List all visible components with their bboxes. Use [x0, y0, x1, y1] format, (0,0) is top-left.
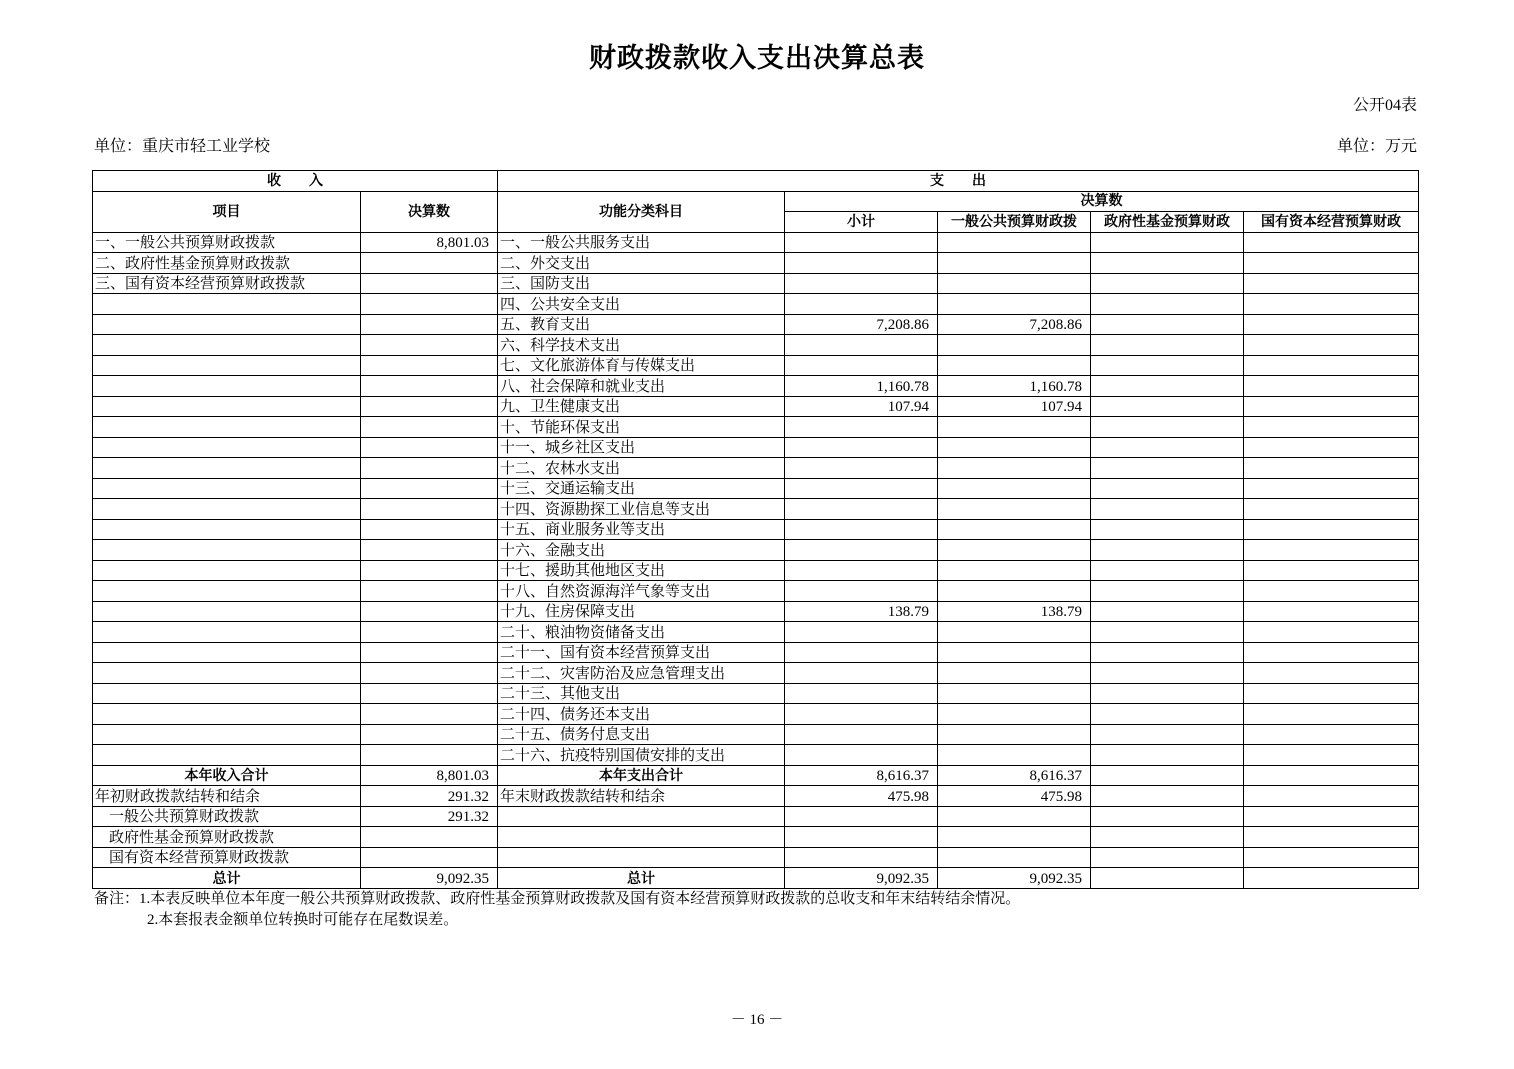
- carry-in-general-value: 291.32: [361, 806, 498, 827]
- expense-state-capital: [1244, 642, 1419, 663]
- income-amount: [361, 683, 498, 704]
- income-amount: [361, 745, 498, 766]
- expense-general: [938, 683, 1091, 704]
- income-amount: [361, 437, 498, 458]
- expense-subtotal: [785, 560, 938, 581]
- grand-expense-label: 总计: [498, 868, 785, 889]
- expense-general: [938, 294, 1091, 315]
- expense-state-capital: [1244, 560, 1419, 581]
- amount-group-header: 决算数: [785, 191, 1419, 212]
- table-row: [93, 294, 1419, 315]
- expense-gov-fund: [1091, 437, 1244, 458]
- header-row-1: [93, 171, 1419, 192]
- expense-state-capital: [1244, 232, 1419, 253]
- table-row: [93, 253, 1419, 274]
- carry-in-label: 年初财政拨款结转和结余: [93, 786, 361, 807]
- income-item: [93, 376, 361, 397]
- carry-out-gov: [1091, 786, 1244, 807]
- expense-gov-fund: [1091, 560, 1244, 581]
- expense-total-state: [1244, 765, 1419, 786]
- table-row: [93, 560, 1419, 581]
- amount-header: 决算数: [361, 191, 498, 232]
- expense-subtotal: [785, 232, 938, 253]
- income-item: [93, 314, 361, 335]
- expense-gov-fund: [1091, 540, 1244, 561]
- expense-general: 107.94: [938, 396, 1091, 417]
- expense-gov-fund: [1091, 601, 1244, 622]
- expense-item: 十五、商业服务业等支出: [498, 519, 785, 540]
- carry-out-label: 年末财政拨款结转和结余: [498, 786, 785, 807]
- expense-state-capital: [1244, 314, 1419, 335]
- expense-general: [938, 745, 1091, 766]
- income-item: [93, 417, 361, 438]
- general-header: 一般公共预算财政拨: [938, 212, 1091, 233]
- notes: [94, 889, 1020, 931]
- expense-item: 二十五、债务付息支出: [498, 724, 785, 745]
- income-item: [93, 704, 361, 725]
- expense-item: 二十二、灾害防治及应急管理支出: [498, 663, 785, 684]
- income-amount: [361, 540, 498, 561]
- income-item: 二、政府性基金预算财政拨款: [93, 253, 361, 274]
- table-row: [93, 437, 1419, 458]
- expense-gov-fund: [1091, 355, 1244, 376]
- expense-state-capital: [1244, 724, 1419, 745]
- expense-item: 四、公共安全支出: [498, 294, 785, 315]
- income-header: 收 入: [93, 171, 498, 192]
- expense-gov-fund: [1091, 581, 1244, 602]
- note-line-2: 2.本套报表金额单位转换时可能存在尾数误差。: [147, 912, 459, 928]
- expense-general: [938, 273, 1091, 294]
- expense-item: 十九、住房保障支出: [498, 601, 785, 622]
- income-total-label: 本年收入合计: [93, 765, 361, 786]
- func-class-header: 功能分类科目: [498, 191, 785, 232]
- income-amount: [361, 253, 498, 274]
- expense-gov-fund: [1091, 314, 1244, 335]
- income-item: [93, 355, 361, 376]
- carry-in-general-row: [93, 806, 1419, 827]
- table-row: [93, 376, 1419, 397]
- expense-gov-fund: [1091, 273, 1244, 294]
- income-total-row: [93, 765, 1419, 786]
- expense-general: [938, 622, 1091, 643]
- income-amount: [361, 663, 498, 684]
- table-row: [93, 601, 1419, 622]
- expense-item: 八、社会保障和就业支出: [498, 376, 785, 397]
- expense-gov-fund: [1091, 745, 1244, 766]
- expense-item: 二、外交支出: [498, 253, 785, 274]
- page-title: 财政拨款收入支出决算总表: [589, 43, 925, 74]
- expense-subtotal: [785, 745, 938, 766]
- expense-subtotal: [785, 622, 938, 643]
- income-item: [93, 335, 361, 356]
- carry-in-state-row: [93, 847, 1419, 868]
- table-row: [93, 724, 1419, 745]
- header-row-2: [93, 191, 1419, 212]
- income-item: [93, 601, 361, 622]
- table-row: [93, 335, 1419, 356]
- carry-out-state: [1244, 786, 1419, 807]
- expense-general: [938, 437, 1091, 458]
- expense-state-capital: [1244, 704, 1419, 725]
- expense-subtotal: 138.79: [785, 601, 938, 622]
- subtotal-header: 小计: [785, 212, 938, 233]
- income-item: [93, 458, 361, 479]
- form-number: 公开04表: [1352, 97, 1417, 114]
- expense-gov-fund: [1091, 458, 1244, 479]
- expense-gov-fund: [1091, 622, 1244, 643]
- carry-in-gov-row: [93, 827, 1419, 848]
- expense-gov-fund: [1091, 294, 1244, 315]
- expense-subtotal: [785, 540, 938, 561]
- table-row: [93, 478, 1419, 499]
- income-amount: [361, 335, 498, 356]
- income-item: [93, 499, 361, 520]
- expense-general: 138.79: [938, 601, 1091, 622]
- expense-subtotal: [785, 663, 938, 684]
- income-item: [93, 724, 361, 745]
- income-item: [93, 478, 361, 499]
- expense-subtotal: [785, 294, 938, 315]
- table-row: [93, 519, 1419, 540]
- carry-out-general: 475.98: [938, 786, 1091, 807]
- expense-state-capital: [1244, 253, 1419, 274]
- expense-subtotal: [785, 704, 938, 725]
- income-item: [93, 396, 361, 417]
- carry-in-state-label: 国有资本经营预算财政拨款: [93, 847, 361, 868]
- income-item: [93, 581, 361, 602]
- carry-in-value: 291.32: [361, 786, 498, 807]
- expense-general: [938, 458, 1091, 479]
- expense-item: 十二、农林水支出: [498, 458, 785, 479]
- table-row: [93, 642, 1419, 663]
- table-row: [93, 396, 1419, 417]
- income-item: [93, 560, 361, 581]
- expense-total-label: 本年支出合计: [498, 765, 785, 786]
- income-amount: [361, 560, 498, 581]
- income-amount: [361, 519, 498, 540]
- expense-state-capital: [1244, 499, 1419, 520]
- income-item: [93, 663, 361, 684]
- expense-gov-fund: [1091, 519, 1244, 540]
- expense-state-capital: [1244, 355, 1419, 376]
- income-amount: [361, 396, 498, 417]
- note-line-1: 备注：1.本表反映单位本年度一般公共预算财政拨款、政府性基金预算财政拨款及国有资本经营预算财政拨款的总收支和年末结转结余情况。: [94, 891, 1021, 907]
- expense-subtotal: [785, 335, 938, 356]
- carry-in-gov-label: 政府性基金预算财政拨款: [93, 827, 361, 848]
- expense-general: [938, 478, 1091, 499]
- expense-general: [938, 232, 1091, 253]
- income-amount: [361, 581, 498, 602]
- expense-general: [938, 724, 1091, 745]
- expense-item: 二十、粮油物资储备支出: [498, 622, 785, 643]
- income-amount: [361, 458, 498, 479]
- income-item: [93, 540, 361, 561]
- table-row: [93, 745, 1419, 766]
- page-number: － 16 －: [730, 1012, 784, 1028]
- expense-item: 六、科学技术支出: [498, 335, 785, 356]
- unit-currency: 单位：万元: [1336, 138, 1417, 155]
- table-row: [93, 417, 1419, 438]
- expense-subtotal: [785, 458, 938, 479]
- expense-item: 二十三、其他支出: [498, 683, 785, 704]
- expense-item: 二十四、债务还本支出: [498, 704, 785, 725]
- income-amount: [361, 376, 498, 397]
- table-row: [93, 355, 1419, 376]
- expense-item: 十八、自然资源海洋气象等支出: [498, 581, 785, 602]
- expense-gov-fund: [1091, 417, 1244, 438]
- expense-state-capital: [1244, 663, 1419, 684]
- grand-income-value: 9,092.35: [361, 868, 498, 889]
- expense-gov-fund: [1091, 499, 1244, 520]
- expense-gov-fund: [1091, 663, 1244, 684]
- expense-state-capital: [1244, 437, 1419, 458]
- expense-gov-fund: [1091, 478, 1244, 499]
- expense-item: 三、国防支出: [498, 273, 785, 294]
- state-capital-header: 国有资本经营预算财政: [1244, 212, 1419, 233]
- grand-subtotal-value: 9,092.35: [785, 868, 938, 889]
- expense-state-capital: [1244, 745, 1419, 766]
- income-item: [93, 683, 361, 704]
- expense-general: [938, 581, 1091, 602]
- expense-gov-fund: [1091, 376, 1244, 397]
- income-amount: [361, 417, 498, 438]
- expense-subtotal: [785, 273, 938, 294]
- income-amount: 8,801.03: [361, 232, 498, 253]
- expense-state-capital: [1244, 581, 1419, 602]
- expense-item: 十、节能环保支出: [498, 417, 785, 438]
- carry-in-general-label: 一般公共预算财政拨款: [93, 806, 361, 827]
- expense-gov-fund: [1091, 642, 1244, 663]
- expense-subtotal: [785, 581, 938, 602]
- expense-item: 二十一、国有资本经营预算支出: [498, 642, 785, 663]
- income-item: [93, 745, 361, 766]
- expense-subtotal: [785, 253, 938, 274]
- income-amount: [361, 478, 498, 499]
- unit-organization: 单位：重庆市轻工业学校: [94, 138, 271, 155]
- expense-state-capital: [1244, 376, 1419, 397]
- expense-state-capital: [1244, 294, 1419, 315]
- income-amount: [361, 355, 498, 376]
- expense-item: 一、一般公共服务支出: [498, 232, 785, 253]
- income-amount: [361, 724, 498, 745]
- item-header: 项目: [93, 191, 361, 232]
- expense-subtotal: [785, 478, 938, 499]
- expense-subtotal: [785, 417, 938, 438]
- expense-state-capital: [1244, 683, 1419, 704]
- expense-general: [938, 704, 1091, 725]
- expense-general: [938, 642, 1091, 663]
- expense-general: [938, 253, 1091, 274]
- expense-general: [938, 560, 1091, 581]
- expense-gov-fund: [1091, 253, 1244, 274]
- table-row: [93, 704, 1419, 725]
- gov-fund-header: 政府性基金预算财政: [1091, 212, 1244, 233]
- expense-item: 十七、援助其他地区支出: [498, 560, 785, 581]
- finance-table: [92, 170, 1419, 889]
- table-row: [93, 540, 1419, 561]
- income-amount: [361, 499, 498, 520]
- expense-subtotal: [785, 724, 938, 745]
- expense-gov-fund: [1091, 396, 1244, 417]
- expense-state-capital: [1244, 601, 1419, 622]
- income-amount: [361, 601, 498, 622]
- expense-item: 五、教育支出: [498, 314, 785, 335]
- table-row: [93, 314, 1419, 335]
- income-amount: [361, 622, 498, 643]
- expense-general: [938, 335, 1091, 356]
- expense-item: 二十六、抗疫特别国债安排的支出: [498, 745, 785, 766]
- expense-general: [938, 663, 1091, 684]
- grand-general-value: 9,092.35: [938, 868, 1091, 889]
- table-row: [93, 581, 1419, 602]
- income-total-value: 8,801.03: [361, 765, 498, 786]
- expense-subtotal: [785, 519, 938, 540]
- carry-out-subtotal: 475.98: [785, 786, 938, 807]
- expense-state-capital: [1244, 478, 1419, 499]
- income-item: 一、一般公共预算财政拨款: [93, 232, 361, 253]
- expense-general: [938, 540, 1091, 561]
- expense-gov-fund: [1091, 704, 1244, 725]
- expense-general: [938, 519, 1091, 540]
- income-amount: [361, 704, 498, 725]
- income-amount: [361, 273, 498, 294]
- expense-item: 十六、金融支出: [498, 540, 785, 561]
- expense-total-general: 8,616.37: [938, 765, 1091, 786]
- income-item: [93, 622, 361, 643]
- expense-total-subtotal: 8,616.37: [785, 765, 938, 786]
- expense-general: [938, 417, 1091, 438]
- income-amount: [361, 314, 498, 335]
- income-item: 三、国有资本经营预算财政拨款: [93, 273, 361, 294]
- grand-income-label: 总计: [93, 868, 361, 889]
- income-item: [93, 642, 361, 663]
- table-row: [93, 663, 1419, 684]
- carry-row: [93, 786, 1419, 807]
- table-row: [93, 499, 1419, 520]
- expense-state-capital: [1244, 519, 1419, 540]
- expense-item: 十三、交通运输支出: [498, 478, 785, 499]
- expense-subtotal: 7,208.86: [785, 314, 938, 335]
- income-item: [93, 437, 361, 458]
- expense-gov-fund: [1091, 683, 1244, 704]
- table-row: [93, 232, 1419, 253]
- expense-subtotal: [785, 683, 938, 704]
- expense-general: [938, 355, 1091, 376]
- expense-subtotal: [785, 355, 938, 376]
- expense-item: 七、文化旅游体育与传媒支出: [498, 355, 785, 376]
- table-row: [93, 683, 1419, 704]
- expense-item: 十四、资源勘探工业信息等支出: [498, 499, 785, 520]
- expense-subtotal: [785, 642, 938, 663]
- expense-gov-fund: [1091, 335, 1244, 356]
- expense-general: 1,160.78: [938, 376, 1091, 397]
- expense-gov-fund: [1091, 232, 1244, 253]
- expense-state-capital: [1244, 273, 1419, 294]
- expense-state-capital: [1244, 622, 1419, 643]
- income-item: [93, 294, 361, 315]
- income-item: [93, 519, 361, 540]
- expense-state-capital: [1244, 417, 1419, 438]
- expense-subtotal: [785, 437, 938, 458]
- expense-gov-fund: [1091, 724, 1244, 745]
- expense-general: [938, 499, 1091, 520]
- expense-item: 九、卫生健康支出: [498, 396, 785, 417]
- grand-total-row: [93, 868, 1419, 889]
- expense-total-gov: [1091, 765, 1244, 786]
- expense-header: 支 出: [498, 171, 1419, 192]
- expense-subtotal: [785, 499, 938, 520]
- expense-state-capital: [1244, 458, 1419, 479]
- income-amount: [361, 294, 498, 315]
- expense-general: 7,208.86: [938, 314, 1091, 335]
- expense-state-capital: [1244, 335, 1419, 356]
- expense-subtotal: 107.94: [785, 396, 938, 417]
- table-row: [93, 622, 1419, 643]
- table-row: [93, 273, 1419, 294]
- table-row: [93, 458, 1419, 479]
- income-amount: [361, 642, 498, 663]
- expense-state-capital: [1244, 540, 1419, 561]
- expense-item: 十一、城乡社区支出: [498, 437, 785, 458]
- expense-subtotal: 1,160.78: [785, 376, 938, 397]
- expense-state-capital: [1244, 396, 1419, 417]
